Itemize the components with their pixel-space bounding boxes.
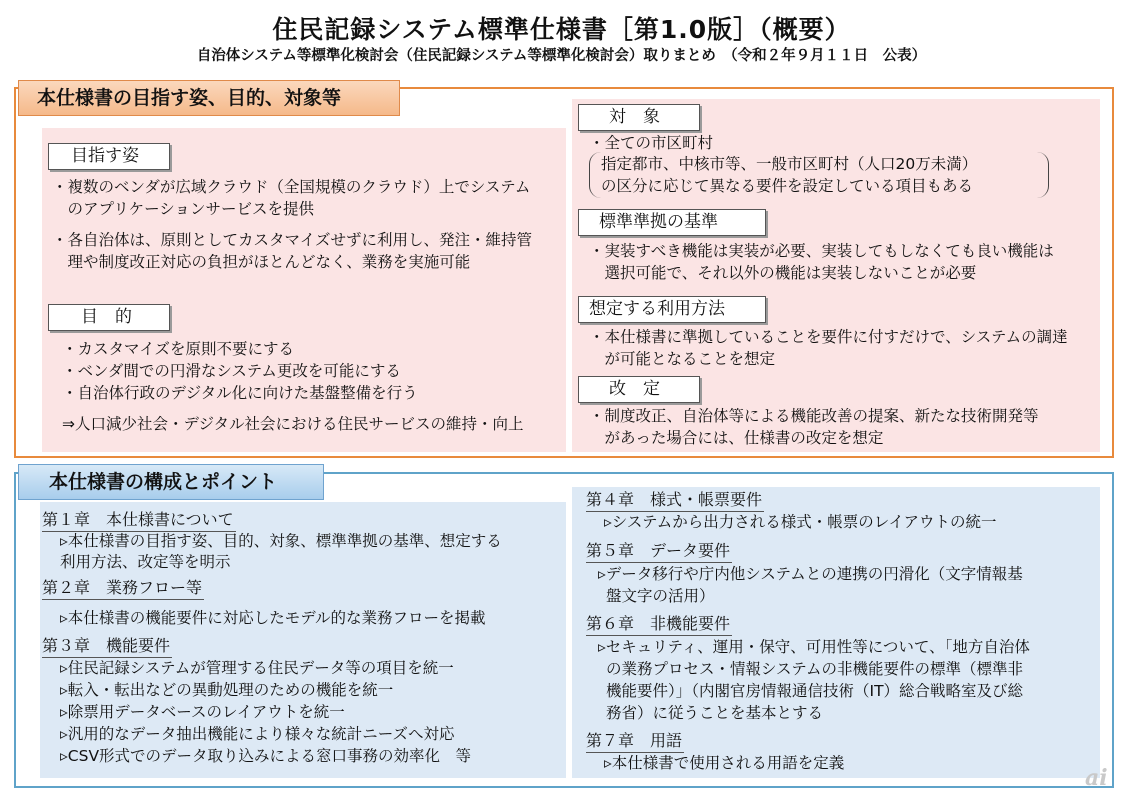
chapter-3-item: ▹転入・転出などの異動処理のための機能を統一 <box>60 681 394 699</box>
purpose-line: ・ベンダ間での円滑なシステム更改を可能にする <box>62 362 401 380</box>
ai-logo: ai <box>1085 765 1108 791</box>
chapter-6-item: 機能要件）」（内閣官房情報通信技術（IT）総合戦略室及び総 <box>606 682 1024 700</box>
target-line: ・全ての市区町村 <box>589 134 714 152</box>
structure-section-header: 本仕様書の構成とポイント <box>18 464 324 500</box>
target-line: の区分に応じて異なる要件を設定している項目もある <box>601 177 974 195</box>
standard-line: 選択可能で、それ以外の機能は実装しないことが必要 <box>589 264 977 282</box>
chapter-4-item: ▹システムから出力される様式・帳票のレイアウトの統一 <box>604 513 997 531</box>
chapter-6-item: の業務プロセス・情報システムの非機能要件の標準（標準非 <box>606 660 1023 678</box>
chapter-6-item: 務省）に従うことを基本とする <box>606 704 824 722</box>
chapter-1-item: ▹本仕様書の目指す姿、目的、対象、標準準拠の基準、想定する <box>60 532 502 550</box>
standard-label: 標準準拠の基準 <box>578 209 766 236</box>
overview-section-header: 本仕様書の目指す姿、目的、対象等 <box>18 80 400 116</box>
target-line: 指定都市、中核市等、一般市区町村（人口20万未満） <box>601 155 978 173</box>
chapter-3-item: ▹CSV形式でのデータ取り込みによる窓口事務の効率化 等 <box>60 747 472 765</box>
chapter-5-title: 第５章 データ要件 <box>586 540 732 563</box>
chapter-6-item: ▹セキュリティ、運用・保守、可用性等について、「地方自治体 <box>598 638 1030 656</box>
chapter-3-item: ▹除票用データベースのレイアウトを統一 <box>60 703 345 721</box>
vision-line: ・複数のベンダが広域クラウド（全国規模のクラウド）上でシステム <box>52 178 531 196</box>
revision-line: があった場合には、仕様書の改定を想定 <box>589 429 884 447</box>
chapter-3-title: 第３章 機能要件 <box>42 635 172 658</box>
usage-line: ・本仕様書に準拠していることを要件に付すだけで、システムの調達 <box>589 328 1068 346</box>
chapter-7-title: 第７章 用語 <box>586 730 684 753</box>
target-label: 対 象 <box>578 104 700 131</box>
vision-label: 目指す姿 <box>48 143 170 170</box>
usage-label: 想定する利用方法 <box>578 296 766 323</box>
usage-line: が可能となることを想定 <box>589 350 776 368</box>
chapter-2-title: 第２章 業務フロー等 <box>42 577 204 600</box>
vision-line: ・各自治体は、原則としてカスタマイズせずに利用し、発注・維持管 <box>52 231 533 249</box>
vision-line: のアプリケーションサービスを提供 <box>52 200 314 218</box>
purpose-label: 目 的 <box>48 304 170 331</box>
vision-line: 理や制度改正対応の負担がほとんどなく、業務を実施可能 <box>52 253 471 271</box>
chapter-5-item: 盤文字の活用） <box>606 587 715 605</box>
chapter-6-title: 第６章 非機能要件 <box>586 613 732 636</box>
chapter-5-item: ▹データ移行や庁内他システムとの連携の円滑化（文字情報基 <box>598 565 1023 583</box>
revision-label: 改 定 <box>578 376 700 403</box>
purpose-line: ・カスタマイズを原則不要にする <box>62 340 295 358</box>
chapter-2-item: ▹本仕様書の機能要件に対応したモデル的な業務フローを掲載 <box>60 609 486 627</box>
chapter-7-item: ▹本仕様書で使用される用語を定義 <box>604 754 845 772</box>
purpose-line: ・自治体行政のデジタル化に向けた基盤整備を行う <box>62 384 418 402</box>
standard-line: ・実装すべき機能は実装が必要、実装してもしなくても良い機能は <box>589 242 1054 260</box>
revision-line: ・制度改正、自治体等による機能改善の提案、新たな技術開発等 <box>589 407 1039 425</box>
chapter-1-title: 第１章 本仕様書について <box>42 509 236 532</box>
page-subtitle: 自治体システム等標準化検討会（住民記録システム等標準化検討会）取りまとめ （令和２年９月１１日 公表） <box>196 48 927 64</box>
page-title: 住民記録システム標準仕様書［第1.0版］（概要） <box>272 15 851 44</box>
chapter-1-item: 利用方法、改定等を明示 <box>60 553 231 571</box>
chapter-3-item: ▹住民記録システムが管理する住民データ等の項目を統一 <box>60 659 454 677</box>
chapter-3-item: ▹汎用的なデータ抽出機能により様々な統計ニーズへ対応 <box>60 725 455 743</box>
chapter-4-title: 第４章 様式・帳票要件 <box>586 489 764 512</box>
purpose-conclusion: ⇒人口減少社会・デジタル社会における住民サービスの維持・向上 <box>62 415 524 433</box>
